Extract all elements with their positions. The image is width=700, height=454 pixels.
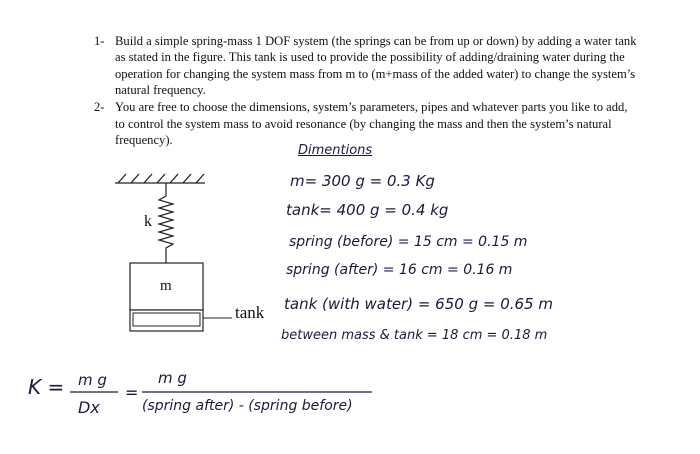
- formula-denominator-2: (spring after) - (spring before): [142, 398, 353, 414]
- note-spring-after: spring (after) = 16 cm = 0.16 m: [286, 262, 513, 278]
- item-2-line-1: You are free to choose the dimensions, system’s parameters, pipes and whatever parts you like to add,: [115, 100, 628, 114]
- formula-equals: =: [125, 383, 139, 402]
- spring: [159, 183, 173, 263]
- note-mass: m= 300 g = 0.3 Kg: [290, 172, 435, 190]
- mass-label: m: [160, 278, 172, 294]
- item-1-line-4: natural frequency.: [115, 83, 206, 97]
- dimensions-heading: Dimentions: [298, 143, 373, 158]
- spring-label: k: [144, 213, 152, 230]
- item-2-line-2: to control the system mass to avoid resonance (by changing the mass and then the system’s natural: [115, 117, 612, 131]
- formula-lhs: K =: [28, 375, 65, 399]
- formula-denominator-1: Dx: [78, 398, 100, 417]
- item-1-number: 1-: [94, 34, 105, 48]
- note-spring-before: spring (before) = 15 cm = 0.15 m: [289, 234, 528, 250]
- note-tank: tank= 400 g = 0.4 kg: [286, 201, 449, 219]
- item-2-line-3: frequency).: [115, 133, 173, 147]
- tank-label: tank: [235, 303, 265, 322]
- item-2-number: 2-: [94, 100, 105, 114]
- ceiling-support: [115, 174, 205, 183]
- formula-numerator-2: m g: [158, 369, 187, 387]
- formula-numerator-1: m g: [78, 371, 107, 389]
- item-1-line-3: operation for changing the system mass from m to (m+mass of the added water) to change the system’s: [115, 67, 636, 81]
- item-1-line-2: as stated in the figure. This tank is used to provide the possibility of adding/draining water during the: [115, 50, 625, 64]
- note-tank-with-water: tank (with water) = 650 g = 0.65 m: [284, 295, 553, 313]
- note-between-mass-tank: between mass & tank = 18 cm = 0.18 m: [281, 328, 548, 343]
- item-1-line-1: Build a simple spring-mass 1 DOF system (the springs can be from up or down) by adding a water tank: [115, 34, 637, 48]
